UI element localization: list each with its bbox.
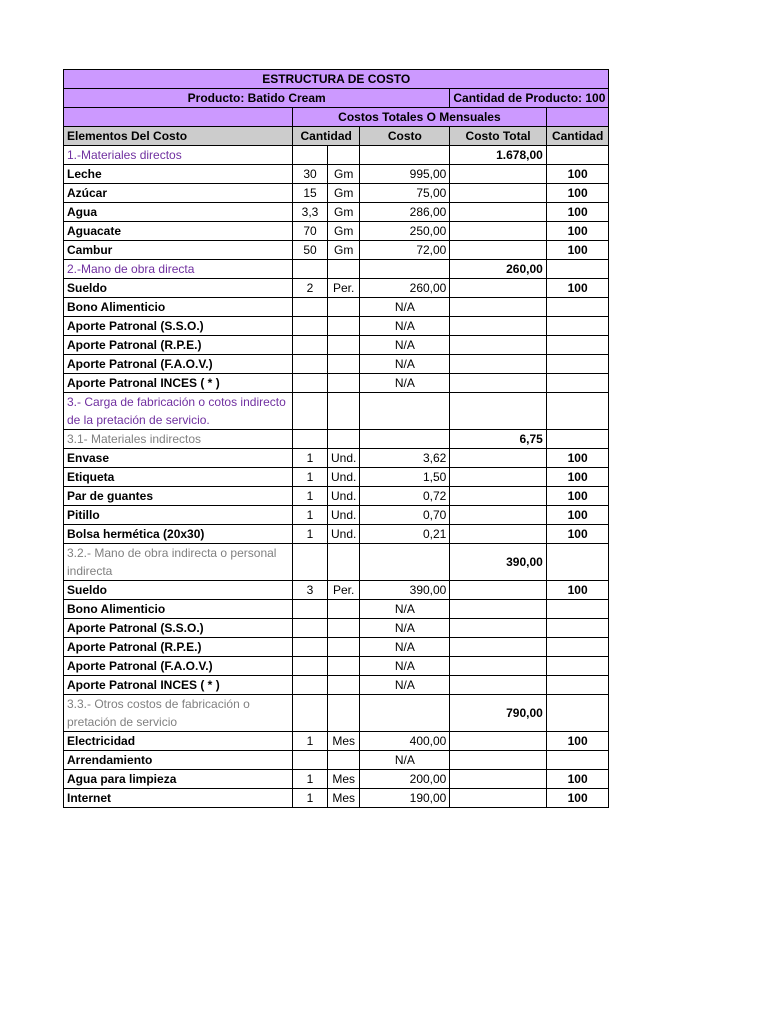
item-quantity-2: 100 <box>546 449 609 468</box>
item-name: Aporte Patronal (F.A.O.V.) <box>64 355 293 374</box>
item-cost: N/A <box>360 676 450 695</box>
item-quantity-2: 100 <box>546 581 609 600</box>
col-header-costo-total: Costo Total <box>450 127 546 146</box>
section-row <box>64 430 609 449</box>
item-cost: 1,50 <box>360 468 450 487</box>
item-unit: Gm <box>328 241 360 260</box>
sheet-title: ESTRUCTURA DE COSTO <box>64 70 609 89</box>
item-cost: 286,00 <box>360 203 450 222</box>
item-quantity-2: 100 <box>546 468 609 487</box>
title-row <box>64 70 609 89</box>
item-cost: N/A <box>360 317 450 336</box>
item-name: Aporte Patronal (F.A.O.V.) <box>64 657 293 676</box>
item-name: Bolsa hermética (20x30) <box>64 525 293 544</box>
item-cost: 75,00 <box>360 184 450 203</box>
table-row <box>64 581 609 600</box>
item-cost: 200,00 <box>360 770 450 789</box>
item-cost: 390,00 <box>360 581 450 600</box>
item-qty: 1 <box>293 449 328 468</box>
table-row <box>64 374 609 393</box>
item-cost: 995,00 <box>360 165 450 184</box>
table-row <box>64 298 609 317</box>
item-cost: 260,00 <box>360 279 450 298</box>
item-quantity-2: 100 <box>546 770 609 789</box>
item-qty: 30 <box>293 165 328 184</box>
item-quantity-2: 100 <box>546 789 609 808</box>
table-row <box>64 336 609 355</box>
item-unit: Gm <box>328 203 360 222</box>
item-name: Agua para limpieza <box>64 770 293 789</box>
item-qty: 50 <box>293 241 328 260</box>
item-cost: 72,00 <box>360 241 450 260</box>
item-qty: 15 <box>293 184 328 203</box>
item-quantity-2: 100 <box>546 241 609 260</box>
item-unit: Gm <box>328 184 360 203</box>
item-unit: Mes <box>328 732 360 751</box>
item-cost: 3,62 <box>360 449 450 468</box>
item-name: Pitillo <box>64 506 293 525</box>
section-row <box>64 393 609 430</box>
item-name: Aporte Patronal (S.S.O.) <box>64 317 293 336</box>
item-unit: Per. <box>328 279 360 298</box>
section-label: 3.2.- Mano de obra indirecta o personal indirecta <box>64 544 293 581</box>
table-row <box>64 638 609 657</box>
item-name: Cambur <box>64 241 293 260</box>
item-quantity-2: 100 <box>546 487 609 506</box>
section-total: 6,75 <box>450 430 546 449</box>
table-row <box>64 468 609 487</box>
cost-structure-table <box>63 69 609 808</box>
section-total: 790,00 <box>450 695 546 732</box>
item-quantity-2: 100 <box>546 222 609 241</box>
item-name: Aguacate <box>64 222 293 241</box>
item-qty: 2 <box>293 279 328 298</box>
item-qty: 1 <box>293 487 328 506</box>
column-header-row <box>64 127 609 146</box>
item-name: Aporte Patronal (R.P.E.) <box>64 638 293 657</box>
table-row <box>64 657 609 676</box>
item-quantity-2: 100 <box>546 184 609 203</box>
table-row <box>64 600 609 619</box>
table-row <box>64 165 609 184</box>
item-cost: N/A <box>360 619 450 638</box>
section-label: 1.-Materiales directos <box>64 146 293 165</box>
item-qty: 1 <box>293 770 328 789</box>
item-cost: N/A <box>360 751 450 770</box>
table-row <box>64 222 609 241</box>
product-quantity: Cantidad de Producto: 100 <box>450 89 609 108</box>
table-row <box>64 751 609 770</box>
section-total: 390,00 <box>450 544 546 581</box>
item-unit: Per. <box>328 581 360 600</box>
section-total: 1.678,00 <box>450 146 546 165</box>
table-row <box>64 732 609 751</box>
section-row <box>64 260 609 279</box>
item-cost: 0,72 <box>360 487 450 506</box>
item-unit: Mes <box>328 789 360 808</box>
item-qty: 1 <box>293 525 328 544</box>
table-row <box>64 487 609 506</box>
item-name: Leche <box>64 165 293 184</box>
item-cost: 400,00 <box>360 732 450 751</box>
section-row <box>64 146 609 165</box>
section-row <box>64 544 609 581</box>
costs-header-row <box>64 108 609 127</box>
table-row <box>64 355 609 374</box>
item-name: Agua <box>64 203 293 222</box>
table-row <box>64 241 609 260</box>
section-label: 3.- Carga de fabricación o cotos indirecto de la pretación de servicio. <box>64 393 293 430</box>
section-row <box>64 695 609 732</box>
product-name: Producto: Batido Cream <box>64 89 450 108</box>
item-name: Envase <box>64 449 293 468</box>
product-row <box>64 89 609 108</box>
section-label: 3.3.- Otros costos de fabricación o pretación de servicio <box>64 695 293 732</box>
table-row <box>64 506 609 525</box>
section-label: 2.-Mano de obra directa <box>64 260 293 279</box>
item-cost: 250,00 <box>360 222 450 241</box>
table-row <box>64 449 609 468</box>
item-name: Azúcar <box>64 184 293 203</box>
item-qty: 1 <box>293 506 328 525</box>
item-cost: N/A <box>360 298 450 317</box>
item-unit: Und. <box>328 487 360 506</box>
section-total: 260,00 <box>450 260 546 279</box>
table-row <box>64 203 609 222</box>
item-cost: N/A <box>360 336 450 355</box>
item-quantity-2: 100 <box>546 165 609 184</box>
item-quantity-2: 100 <box>546 279 609 298</box>
item-quantity-2: 100 <box>546 525 609 544</box>
table-row <box>64 279 609 298</box>
costs-header: Costos Totales O Mensuales <box>293 108 547 127</box>
item-name: Aporte Patronal (S.S.O.) <box>64 619 293 638</box>
item-unit: Gm <box>328 165 360 184</box>
item-cost: N/A <box>360 657 450 676</box>
item-cost: 0,70 <box>360 506 450 525</box>
table-row <box>64 789 609 808</box>
table-row <box>64 317 609 336</box>
item-name: Bono Alimenticio <box>64 298 293 317</box>
item-quantity-2: 100 <box>546 203 609 222</box>
item-qty: 3,3 <box>293 203 328 222</box>
col-header-costo: Costo <box>360 127 450 146</box>
item-name: Aporte Patronal INCES ( * ) <box>64 676 293 695</box>
item-cost: N/A <box>360 638 450 657</box>
item-cost: N/A <box>360 374 450 393</box>
item-unit: Und. <box>328 506 360 525</box>
item-cost: N/A <box>360 355 450 374</box>
item-unit: Und. <box>328 449 360 468</box>
table-row <box>64 619 609 638</box>
table-row <box>64 184 609 203</box>
item-quantity-2: 100 <box>546 732 609 751</box>
item-name: Internet <box>64 789 293 808</box>
item-name: Arrendamiento <box>64 751 293 770</box>
col-header-cantidad-2: Cantidad <box>546 127 609 146</box>
item-cost: N/A <box>360 600 450 619</box>
table-row <box>64 676 609 695</box>
item-unit: Mes <box>328 770 360 789</box>
table-row <box>64 770 609 789</box>
item-qty: 1 <box>293 789 328 808</box>
item-name: Bono Alimenticio <box>64 600 293 619</box>
table-row <box>64 525 609 544</box>
item-unit: Gm <box>328 222 360 241</box>
col-header-cantidad: Cantidad <box>293 127 360 146</box>
section-label: 3.1- Materiales indirectos <box>64 430 293 449</box>
item-unit: Und. <box>328 525 360 544</box>
item-qty: 3 <box>293 581 328 600</box>
item-name: Sueldo <box>64 581 293 600</box>
item-qty: 1 <box>293 732 328 751</box>
item-name: Electricidad <box>64 732 293 751</box>
item-name: Aporte Patronal (R.P.E.) <box>64 336 293 355</box>
col-header-elementos: Elementos Del Costo <box>64 127 293 146</box>
item-quantity-2: 100 <box>546 506 609 525</box>
item-name: Par de guantes <box>64 487 293 506</box>
item-qty: 70 <box>293 222 328 241</box>
item-name: Aporte Patronal INCES ( * ) <box>64 374 293 393</box>
item-qty: 1 <box>293 468 328 487</box>
item-name: Sueldo <box>64 279 293 298</box>
item-unit: Und. <box>328 468 360 487</box>
item-name: Etiqueta <box>64 468 293 487</box>
item-cost: 190,00 <box>360 789 450 808</box>
item-cost: 0,21 <box>360 525 450 544</box>
